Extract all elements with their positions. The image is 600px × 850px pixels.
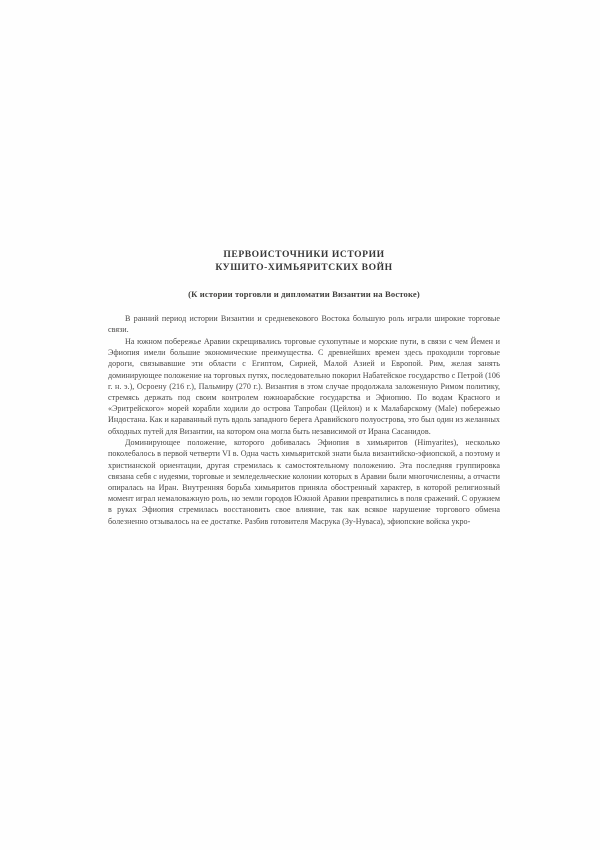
page-title-line-1: ПЕРВОИСТОЧНИКИ ИСТОРИИ [223, 249, 385, 260]
page-title [108, 248, 500, 274]
page-title-line-2: КУШИТО-ХИМЬЯРИТСКИХ ВОЙН [215, 262, 393, 273]
paragraph: В ранний период истории Византии и средневекового Востока большую роль играли широкие торговые связи. [108, 314, 500, 335]
body-text [108, 313, 500, 527]
document-content [108, 248, 500, 527]
paragraph: Доминирующее положение, которого добивалась Эфиопия в химьяритов (Himyarites), несколько поколебалось в первой четверти VI в. Одна часть химьяритской знати была византийско-эфиопской, а поэтому и христианской ориентации, другая стремилась к самостоятельному положению. Эта последняя группировка связана себя с иудеями, торговые и земледельческие колонии которых в Аравии были многочисленны, а отчасти опиралась на Иран. Внутренняя борьба химьяритов приняла обостренный характер, в которой религиозный момент играл немаловажную роль, но земли городов Южной Аравии превратились в поля сражений. С оружием в руках Эфиопия стремилась восстановить свое влияние, так как всякое нарушение торгового обмена болезненно отзывалось на ее достатке. Разбив готовителя Масрука (Зу-Нуваса), эфиопские войска укро- [108, 438, 500, 526]
page-subtitle: (К истории торговли и дипломатии Византии на Востоке) [188, 289, 420, 299]
paragraph: На южном побережье Аравии скрещивались торговые сухопутные и морские пути, в связи с чем Йемен и Эфиопия имели большие экономические преимущества. С древнейших времен здесь проходили торговые дороги, связывавшие эти области с Египтом, Сирией, Малой Азией и Европой. Рим, желая занять доминирующее положение на торговых путях, последовательно покорил Набатейское государство с Петрой (106 г. н. э.), Осроену (216 г.), Пальмиру (270 г.). Византия в этом случае продолжала заложенную Римом политику, стремясь держать под своим контролем южноарабские государства и Эфиопию. По водам Красного и «Эритрейского» морей корабли ходили до острова Тапробан (Цейлон) и к Малабарскому (Male) побережью Индостана. Как и караванный путь вдоль западного берега Аравийского полуострова, это был один из желанных обходных путей для Византии, на котором она могла быть независимой от Ирана Сасанидов. [108, 336, 500, 436]
